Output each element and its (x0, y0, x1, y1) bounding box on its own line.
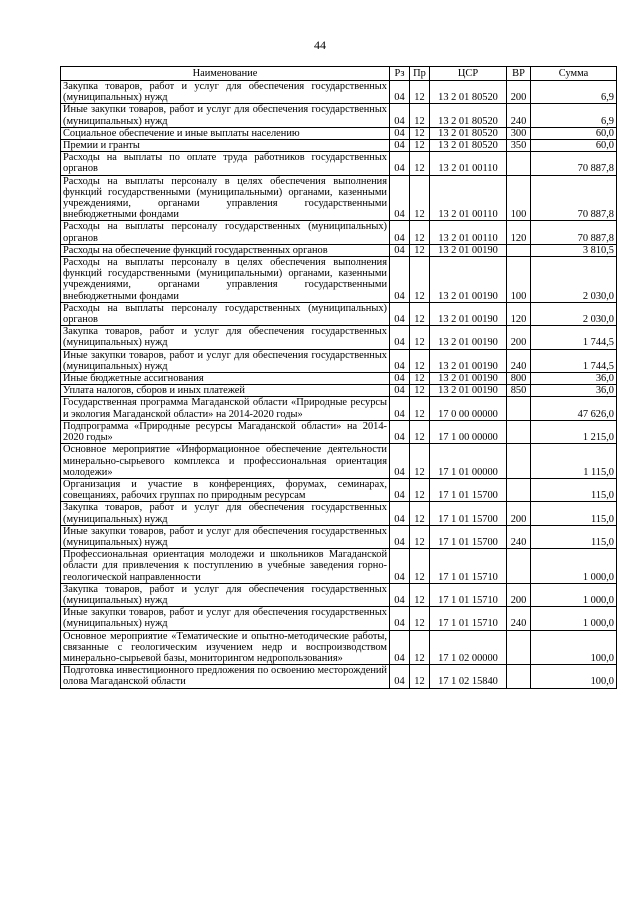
cell-pr: 12 (410, 244, 430, 256)
cell-vr: 200 (507, 81, 531, 104)
cell-vr (507, 478, 531, 501)
cell-sum: 2 030,0 (531, 302, 617, 325)
cell-rz: 04 (390, 420, 410, 443)
cell-name: Иные закупки товаров, работ и услуг для обеспечения государственных (муниципальных) нужд (61, 607, 390, 630)
cell-sum: 1 000,0 (531, 549, 617, 584)
table-row (61, 244, 617, 256)
cell-sum: 1 115,0 (531, 444, 617, 479)
page-number: 44 (314, 38, 326, 52)
cell-rz: 04 (390, 221, 410, 244)
header-sum: Сумма (531, 67, 617, 81)
table-row (61, 140, 617, 152)
cell-rz: 04 (390, 583, 410, 606)
cell-csr: 17 1 01 15710 (430, 549, 507, 584)
cell-csr: 13 2 01 00190 (430, 244, 507, 256)
table-row (61, 104, 617, 127)
table-row (61, 302, 617, 325)
cell-csr: 13 2 01 00190 (430, 257, 507, 303)
cell-pr: 12 (410, 221, 430, 244)
cell-pr: 12 (410, 302, 430, 325)
cell-sum: 36,0 (531, 385, 617, 397)
table-row (61, 221, 617, 244)
header-name: Наименование (61, 67, 390, 81)
cell-rz: 04 (390, 630, 410, 665)
cell-pr: 12 (410, 175, 430, 221)
cell-name: Государственная программа Магаданской области «Природные ресурсы и экология Магаданской области» на 2014-2020 годы» (61, 397, 390, 420)
cell-vr: 240 (507, 349, 531, 372)
cell-sum: 1 215,0 (531, 420, 617, 443)
cell-csr: 17 1 01 00000 (430, 444, 507, 479)
cell-pr: 12 (410, 140, 430, 152)
header-pr: Пр (410, 67, 430, 81)
cell-pr: 12 (410, 104, 430, 127)
cell-name: Иные закупки товаров, работ и услуг для обеспечения государственных (муниципальных) нужд (61, 104, 390, 127)
cell-sum: 36,0 (531, 373, 617, 385)
cell-vr (507, 630, 531, 665)
cell-vr: 350 (507, 140, 531, 152)
cell-pr: 12 (410, 665, 430, 688)
cell-csr: 17 1 01 15700 (430, 478, 507, 501)
cell-vr: 120 (507, 302, 531, 325)
cell-rz: 04 (390, 302, 410, 325)
table-row (61, 525, 617, 548)
table-row (61, 152, 617, 175)
cell-rz: 04 (390, 104, 410, 127)
cell-pr: 12 (410, 127, 430, 139)
table-row (61, 397, 617, 420)
cell-vr (507, 444, 531, 479)
cell-vr (507, 397, 531, 420)
cell-sum: 1 000,0 (531, 583, 617, 606)
cell-csr: 13 2 01 00190 (430, 326, 507, 349)
cell-rz: 04 (390, 549, 410, 584)
cell-sum: 6,9 (531, 104, 617, 127)
cell-sum: 1 744,5 (531, 349, 617, 372)
cell-sum: 100,0 (531, 665, 617, 688)
cell-csr: 17 1 02 15840 (430, 665, 507, 688)
table-row (61, 349, 617, 372)
cell-vr: 200 (507, 326, 531, 349)
cell-sum: 70 887,8 (531, 175, 617, 221)
cell-name: Закупка товаров, работ и услуг для обеспечения государственных (муниципальных) нужд (61, 326, 390, 349)
table-row (61, 257, 617, 303)
cell-vr: 800 (507, 373, 531, 385)
cell-name: Закупка товаров, работ и услуг для обеспечения государственных (муниципальных) нужд (61, 583, 390, 606)
cell-name: Расходы на выплаты персоналу в целях обеспечения выполнения функций государственными (муниципальными) органами, казенными учреждениями, органами управления государственными внебюджетными фондами (61, 175, 390, 221)
cell-rz: 04 (390, 607, 410, 630)
cell-rz: 04 (390, 665, 410, 688)
cell-csr: 13 2 01 00110 (430, 175, 507, 221)
cell-sum: 70 887,8 (531, 221, 617, 244)
cell-pr: 12 (410, 385, 430, 397)
table-row (61, 420, 617, 443)
cell-csr: 13 2 01 00190 (430, 385, 507, 397)
cell-rz: 04 (390, 502, 410, 525)
cell-rz: 04 (390, 478, 410, 501)
cell-pr: 12 (410, 607, 430, 630)
cell-pr: 12 (410, 257, 430, 303)
cell-name: Премии и гранты (61, 140, 390, 152)
cell-name: Закупка товаров, работ и услуг для обеспечения государственных (муниципальных) нужд (61, 502, 390, 525)
table-row (61, 326, 617, 349)
cell-rz: 04 (390, 81, 410, 104)
cell-sum: 115,0 (531, 478, 617, 501)
table-row (61, 583, 617, 606)
cell-name: Подготовка инвестиционного предложения по освоению месторождений олова Магаданской области (61, 665, 390, 688)
cell-pr: 12 (410, 502, 430, 525)
cell-sum: 60,0 (531, 140, 617, 152)
table-row (61, 478, 617, 501)
cell-vr: 100 (507, 175, 531, 221)
cell-name: Расходы на выплаты персоналу в целях обеспечения выполнения функций государственными (муниципальными) органами, казенными учреждениями, органами управления государственными внебюджетными фондами (61, 257, 390, 303)
cell-csr: 13 2 01 80520 (430, 104, 507, 127)
cell-pr: 12 (410, 525, 430, 548)
cell-name: Уплата налогов, сборов и иных платежей (61, 385, 390, 397)
cell-rz: 04 (390, 257, 410, 303)
cell-vr (507, 549, 531, 584)
cell-name: Расходы на обеспечение функций государственных органов (61, 244, 390, 256)
cell-vr: 240 (507, 104, 531, 127)
cell-sum: 6,9 (531, 81, 617, 104)
cell-sum: 3 810,5 (531, 244, 617, 256)
cell-name: Подпрограмма «Природные ресурсы Магаданской области» на 2014-2020 годы» (61, 420, 390, 443)
cell-pr: 12 (410, 549, 430, 584)
cell-csr: 13 2 01 80520 (430, 81, 507, 104)
cell-sum: 47 626,0 (531, 397, 617, 420)
cell-sum: 100,0 (531, 630, 617, 665)
table-row (61, 549, 617, 584)
cell-vr: 200 (507, 583, 531, 606)
cell-name: Основное мероприятие «Тематические и опытно-методические работы, связанные с геологическим изучением недр и воспроизводством минерально-сырьевой базы, мониторингом недропользования» (61, 630, 390, 665)
cell-name: Иные закупки товаров, работ и услуг для обеспечения государственных (муниципальных) нужд (61, 349, 390, 372)
table-row (61, 175, 617, 221)
cell-rz: 04 (390, 140, 410, 152)
cell-rz: 04 (390, 525, 410, 548)
cell-rz: 04 (390, 127, 410, 139)
cell-rz: 04 (390, 373, 410, 385)
cell-rz: 04 (390, 326, 410, 349)
cell-vr: 300 (507, 127, 531, 139)
cell-vr (507, 420, 531, 443)
cell-csr: 13 2 01 00190 (430, 373, 507, 385)
table-row (61, 373, 617, 385)
header-rz: Рз (390, 67, 410, 81)
cell-name: Закупка товаров, работ и услуг для обеспечения государственных (муниципальных) нужд (61, 81, 390, 104)
cell-name: Социальное обеспечение и иные выплаты населению (61, 127, 390, 139)
table-row (61, 502, 617, 525)
cell-name: Расходы на выплаты персоналу государственных (муниципальных) органов (61, 221, 390, 244)
cell-rz: 04 (390, 349, 410, 372)
cell-name: Организация и участие в конференциях, форумах, семинарах, совещаниях, рабочих группах по природным ресурсам (61, 478, 390, 501)
cell-vr: 200 (507, 502, 531, 525)
cell-rz: 04 (390, 385, 410, 397)
cell-pr: 12 (410, 444, 430, 479)
cell-pr: 12 (410, 81, 430, 104)
cell-csr: 13 2 01 80520 (430, 127, 507, 139)
header-csr: ЦСР (430, 67, 507, 81)
cell-pr: 12 (410, 583, 430, 606)
cell-vr: 850 (507, 385, 531, 397)
cell-pr: 12 (410, 326, 430, 349)
cell-csr: 13 2 01 00110 (430, 221, 507, 244)
cell-csr: 17 1 01 15700 (430, 502, 507, 525)
cell-name: Расходы на выплаты персоналу государственных (муниципальных) органов (61, 302, 390, 325)
cell-name: Профессиональная ориентация молодежи и школьников Магаданской области для привлечения к поступлению в учебные заведения горно-геологической направленности (61, 549, 390, 584)
table-row (61, 607, 617, 630)
cell-pr: 12 (410, 630, 430, 665)
cell-sum: 70 887,8 (531, 152, 617, 175)
cell-csr: 17 1 01 15710 (430, 583, 507, 606)
cell-csr: 17 0 00 00000 (430, 397, 507, 420)
table-row (61, 444, 617, 479)
cell-csr: 13 2 01 00190 (430, 302, 507, 325)
cell-sum: 1 000,0 (531, 607, 617, 630)
cell-sum: 2 030,0 (531, 257, 617, 303)
cell-vr (507, 665, 531, 688)
cell-sum: 115,0 (531, 502, 617, 525)
cell-name: Основное мероприятие «Информационное обеспечение деятельности минерально-сырьевого комплекса и профессиональная ориентация молодежи» (61, 444, 390, 479)
cell-pr: 12 (410, 478, 430, 501)
table-row (61, 630, 617, 665)
cell-sum: 1 744,5 (531, 326, 617, 349)
cell-csr: 17 1 01 15710 (430, 607, 507, 630)
cell-pr: 12 (410, 152, 430, 175)
cell-pr: 12 (410, 420, 430, 443)
table-row (61, 81, 617, 104)
cell-pr: 12 (410, 349, 430, 372)
cell-vr: 240 (507, 525, 531, 548)
cell-sum: 60,0 (531, 127, 617, 139)
cell-csr: 13 2 01 00190 (430, 349, 507, 372)
budget-table (60, 66, 617, 689)
cell-csr: 13 2 01 00110 (430, 152, 507, 175)
cell-vr: 100 (507, 257, 531, 303)
cell-vr (507, 152, 531, 175)
table-row (61, 385, 617, 397)
cell-sum: 115,0 (531, 525, 617, 548)
cell-csr: 13 2 01 80520 (430, 140, 507, 152)
cell-name: Иные закупки товаров, работ и услуг для обеспечения государственных (муниципальных) нужд (61, 525, 390, 548)
cell-name: Иные бюджетные ассигнования (61, 373, 390, 385)
cell-csr: 17 1 00 00000 (430, 420, 507, 443)
cell-pr: 12 (410, 397, 430, 420)
table-row (61, 665, 617, 688)
cell-pr: 12 (410, 373, 430, 385)
cell-vr: 120 (507, 221, 531, 244)
cell-rz: 04 (390, 397, 410, 420)
cell-csr: 17 1 02 00000 (430, 630, 507, 665)
cell-rz: 04 (390, 152, 410, 175)
cell-vr: 240 (507, 607, 531, 630)
header-vr: ВР (507, 67, 531, 81)
cell-vr (507, 244, 531, 256)
table-row (61, 127, 617, 139)
table-header-row (61, 67, 617, 81)
cell-name: Расходы на выплаты по оплате труда работников государственных органов (61, 152, 390, 175)
cell-rz: 04 (390, 175, 410, 221)
cell-rz: 04 (390, 244, 410, 256)
cell-csr: 17 1 01 15700 (430, 525, 507, 548)
cell-rz: 04 (390, 444, 410, 479)
